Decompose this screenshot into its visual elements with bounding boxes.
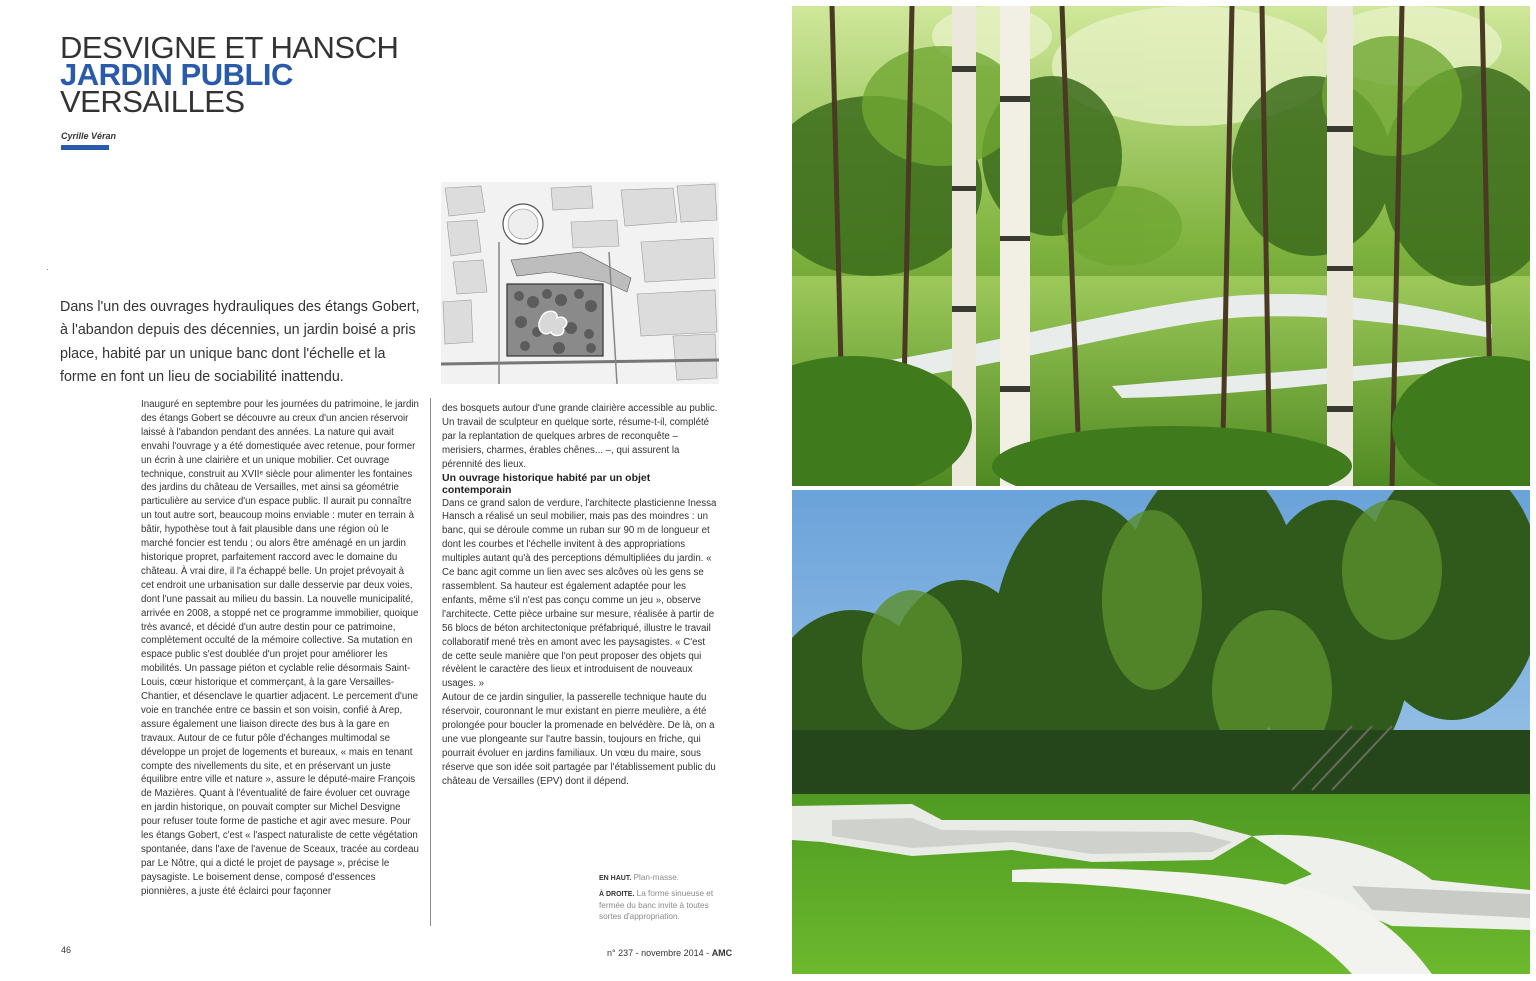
- caption-top: [599, 872, 719, 884]
- section-subheading: Un ouvrage historique habité par un objet contemporain: [442, 471, 651, 497]
- title-location: VERSAILLES: [60, 84, 245, 119]
- body-paragraph: Inauguré en septembre pour les journées du patrimoine, le jardin des étangs Gobert se découvre au creux d'un ancien réservoir laissé à l'abandon pendant des années. La nature qui avait envahi l'ouvrage y a été domestiquée avec retenue, pour former un écrin à une clairière et un unique mobilier. Cet ouvrage technique, construit au XVIIᵉ siècle pour alimenter les fontaines des jardins du château de Versailles, met ainsi sa géométrie particulière au service d'un espace public. Il aurait pu connaître un tout autre sort, beaucoup moins enviable : muter en terrain à bâtir, hypothèse tout à fait plausible dans une région où le marché foncier est tendu ; ou alors être aménagé en un jardin historique propret, parfaitement raccord avec le domaine du château. À vrai dire, il l'a échappé belle. Un projet prévoyait à cet endroit une urbanisation sur dalle desservie par deux voies, dont l'une passait au milieu du bassin. La nouvelle municipalité, arrivée en 2008, a stoppé net ce programme immobilier, quoique très avancé, et décidé d'un autre destin pour ce patrimoine, complètement occulté de la mémoire collective. Sa mutation en espace public s'est doublée d'un projet pour améliorer les mobilités. Un passage piéton et cyclable relie désormais Saint-Louis, cœur historique et commerçant, à la gare Versailles-Chantier, et désenclave le quartier adjacent. Le percement d'une voie en tranchée entre ce bassin et son voisin, confié à Arep, assure également une liaison directe des bus à la gare en travaux. Autour de ce futur pôle d'échanges multimodal se développe un projet de logements et bureaux, « mais en tenant compte des nivellements du site, et en préservant un juste équilibre entre ville et nature », assure le député-maire François de Mazières. Quant à l'éventualité de faire évoluer cet ouvrage en jardin historique, on pouvait compter sur Michel Desvigne pour refuser toute forme de pastiche et agir avec mesure. Pour les étangs Gobert, c'est « l'aspect naturaliste de cette végétation spontanée, dans l'axe de l'avenue de Sceaux, tracée au cordeau par Le Nôtre, qui a dicté le projet de paysage », précise le paysagiste. Le boisement dense, composé d'essences pionnières, a juste été éclairci pour façonner: [141, 399, 419, 897]
- article-title: [60, 30, 399, 119]
- margin-mark: ·: [46, 264, 49, 274]
- title-project: JARDIN PUBLIC: [60, 57, 293, 92]
- magazine-brand: AMC: [711, 948, 733, 958]
- caption-right-text: La forme sinueuse et fermée du banc invite à toutes sortes d'appropriation.: [599, 889, 714, 921]
- photo-sinuous-bench-drawing: [792, 490, 1530, 974]
- site-plan-image: [441, 182, 719, 384]
- author-name: Cyrille Véran: [61, 131, 117, 141]
- page-number: 46: [61, 945, 72, 955]
- site-plan-drawing: [441, 182, 719, 384]
- body-paragraph-bench: Dans ce grand salon de verdure, l'architecte plasticienne Inessa Hansch a réalisé un seul mobilier, mais pas des moindres : un banc, qui se déroule comme un ruban sur 90 m de longueur et dont les courbes et l'échelle invitent à des appropriations multiples autant qu'à des perceptions démultipliées du jardin. « Ce banc agit comme un lien avec ses alcôves où les gens se rassemblent. Sa hauteur est également adaptée pour les enfants, même s'il n'est pas conçu comme un jeu », observe l'architecte. Cette pièce urbaine sur mesure, réalisée à partir de 56 blocs de béton architectonique préfabriqué, illustre le travail collaboratif mené très en amont avec les paysagistes. « C'est de cette seule manière que l'on peut proposer des objets qui révèlent le caractère des lieux et introduisent de nouveaux usages. »: [442, 497, 717, 690]
- photo-sinuous-bench: [792, 490, 1530, 974]
- body-column-1: [141, 398, 419, 899]
- image-captions: [599, 872, 719, 922]
- body-paragraph-intro: des bosquets autour d'une grande clairière accessible au public. Un travail de sculpteur en quelque sorte, résume-t-il, complété par la replantation de quelques arbres de reconquête – merisiers, charmes, érables chênes... –, qui assurent la pérennité des lieux.: [442, 403, 718, 470]
- author-rule: [61, 145, 109, 150]
- caption-right-label: À DROITE.: [599, 891, 635, 898]
- title-architects: DESVIGNE ET HANSCH: [60, 30, 399, 65]
- photo-birch-forest: [792, 6, 1530, 486]
- column-divider: [430, 398, 431, 926]
- caption-right: [599, 888, 719, 922]
- lead-paragraph: Dans l'un des ouvrages hydrauliques des étangs Gobert, à l'abandon depuis des décennies, un jardin boisé a pris place, habité par un unique banc dont l'échelle et la forme en font un lieu de sociabilité inattendu.: [60, 299, 420, 386]
- body-paragraph-walkway: Autour de ce jardin singulier, la passerelle technique haute du réservoir, couronnant le mur existant en pierre meulière, a été prolongée pour boucler la promenade en belvédère. De là, on a une vue plongeante sur l'autre bassin, toujours en friche, qui pourrait évoluer en jardins familiaux. Un vœu du maire, sous réserve que son idée soit partagée par l'établissement public du château de Versailles (EPV) dont il dépend.: [442, 692, 716, 787]
- body-column-2: [442, 402, 718, 789]
- issue-line: [607, 948, 732, 958]
- caption-top-label: EN HAUT.: [599, 875, 632, 882]
- caption-top-text: Plan-masse.: [633, 873, 680, 882]
- photo-birch-forest-drawing: [792, 6, 1530, 486]
- issue-number: n° 237 - novembre 2014 -: [607, 948, 710, 958]
